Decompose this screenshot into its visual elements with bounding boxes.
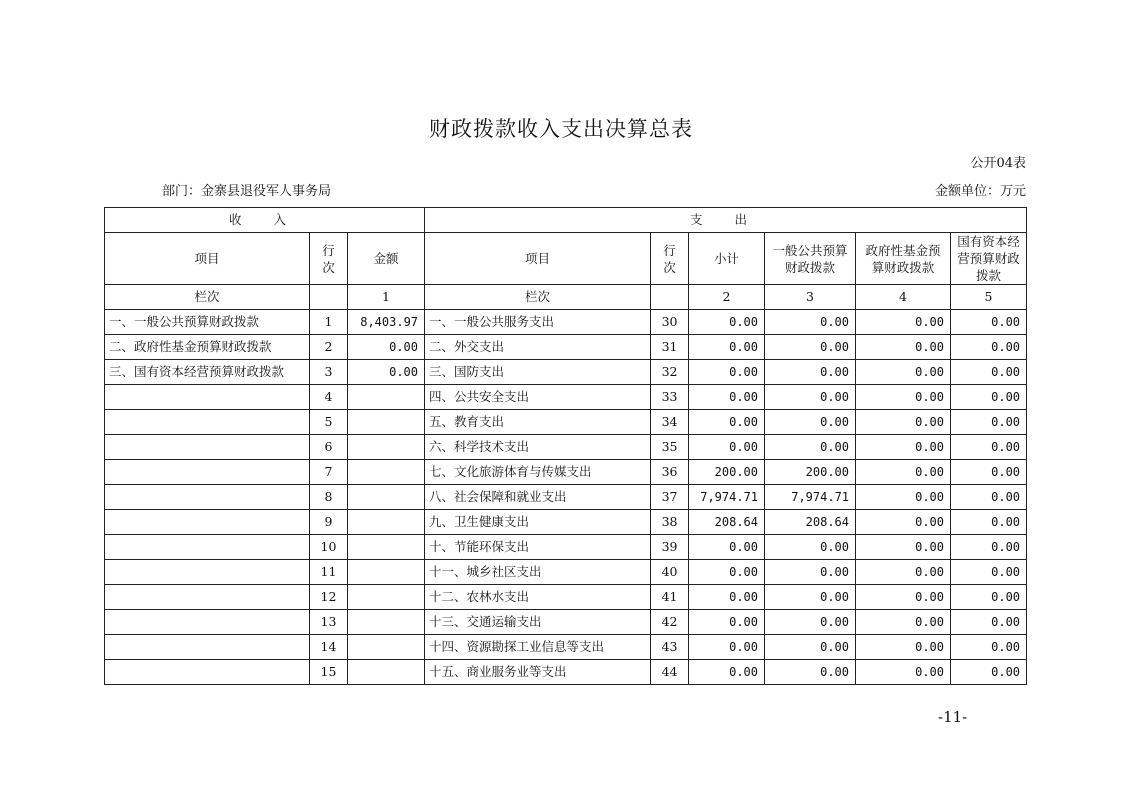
income-amount-cell: 8,403.97: [348, 310, 425, 335]
expense-item-cell: 十四、资源勘探工业信息等支出: [425, 635, 651, 660]
col-index-empty2: [651, 285, 689, 310]
general-budget-cell: 0.00: [765, 310, 856, 335]
expense-item-cell: 十、节能环保支出: [425, 535, 651, 560]
income-row-no-cell: 10: [310, 535, 348, 560]
state-capital-cell: 0.00: [951, 460, 1027, 485]
expense-row-no-cell: 36: [651, 460, 689, 485]
gov-fund-cell: 0.00: [856, 335, 951, 360]
state-capital-cell: 0.00: [951, 560, 1027, 585]
general-budget-cell: 208.64: [765, 510, 856, 535]
expense-item-cell: 十二、农林水支出: [425, 585, 651, 610]
income-item-cell: [105, 460, 310, 485]
income-row-no-cell: 4: [310, 385, 348, 410]
state-capital-cell: 0.00: [951, 435, 1027, 460]
expense-item-cell: 七、文化旅游体育与传媒支出: [425, 460, 651, 485]
col-header-item2: 项目: [425, 233, 651, 285]
income-item-cell: [105, 485, 310, 510]
income-item-cell: [105, 660, 310, 685]
income-section-header: 收 入: [105, 208, 425, 233]
general-budget-cell: 0.00: [765, 535, 856, 560]
state-capital-cell: 0.00: [951, 660, 1027, 685]
income-row-no-cell: 11: [310, 560, 348, 585]
income-amount-cell: [348, 660, 425, 685]
income-amount-cell: [348, 510, 425, 535]
income-amount-cell: [348, 435, 425, 460]
col-index-5: 5: [951, 285, 1027, 310]
col-index-label2: 栏次: [425, 285, 651, 310]
gov-fund-cell: 0.00: [856, 610, 951, 635]
state-capital-cell: 0.00: [951, 410, 1027, 435]
subtotal-cell: 0.00: [689, 535, 765, 560]
col-header-item: 项目: [105, 233, 310, 285]
expense-item-cell: 五、教育支出: [425, 410, 651, 435]
col-index-4: 4: [856, 285, 951, 310]
table-row: [105, 510, 1027, 535]
general-budget-cell: 0.00: [765, 360, 856, 385]
income-item-cell: [105, 635, 310, 660]
expense-row-no-cell: 40: [651, 560, 689, 585]
state-capital-cell: 0.00: [951, 510, 1027, 535]
income-row-no-cell: 15: [310, 660, 348, 685]
general-budget-cell: 0.00: [765, 410, 856, 435]
table-row: [105, 435, 1027, 460]
expense-row-no-cell: 38: [651, 510, 689, 535]
gov-fund-cell: 0.00: [856, 410, 951, 435]
subtotal-cell: 0.00: [689, 610, 765, 635]
table-row: [105, 560, 1027, 585]
state-capital-cell: 0.00: [951, 335, 1027, 360]
expense-item-cell: 四、公共安全支出: [425, 385, 651, 410]
expense-row-no-cell: 35: [651, 435, 689, 460]
state-capital-cell: 0.00: [951, 635, 1027, 660]
expense-row-no-cell: 41: [651, 585, 689, 610]
income-row-no-cell: 12: [310, 585, 348, 610]
gov-fund-cell: 0.00: [856, 535, 951, 560]
state-capital-cell: 0.00: [951, 610, 1027, 635]
general-budget-cell: 0.00: [765, 385, 856, 410]
income-row-no-cell: 3: [310, 360, 348, 385]
col-header-subtotal: 小计: [689, 233, 765, 285]
expense-item-cell: 九、卫生健康支出: [425, 510, 651, 535]
col-header-general: 一般公共预算财政拨款: [765, 233, 856, 285]
income-row-no-cell: 13: [310, 610, 348, 635]
subtotal-cell: 0.00: [689, 560, 765, 585]
income-amount-cell: [348, 560, 425, 585]
expense-row-no-cell: 33: [651, 385, 689, 410]
col-index-2: 2: [689, 285, 765, 310]
subtotal-cell: 0.00: [689, 335, 765, 360]
income-row-no-cell: 9: [310, 510, 348, 535]
gov-fund-cell: 0.00: [856, 385, 951, 410]
col-header-row-no2: 行 次: [651, 233, 689, 285]
expense-row-no-cell: 39: [651, 535, 689, 560]
table-row: [105, 410, 1027, 435]
subtotal-cell: 0.00: [689, 410, 765, 435]
col-header-row-no: 行 次: [310, 233, 348, 285]
column-index-row: [105, 285, 1027, 310]
state-capital-cell: 0.00: [951, 360, 1027, 385]
income-row-no-cell: 2: [310, 335, 348, 360]
col-header-state: 国有资本经营预算财政拨款: [951, 233, 1027, 285]
subtotal-cell: 0.00: [689, 635, 765, 660]
gov-fund-cell: 0.00: [856, 485, 951, 510]
income-amount-cell: [348, 410, 425, 435]
income-amount-cell: [348, 610, 425, 635]
subtotal-cell: 0.00: [689, 660, 765, 685]
income-amount-cell: 0.00: [348, 360, 425, 385]
gov-fund-cell: 0.00: [856, 310, 951, 335]
page-number: -11-: [938, 708, 968, 726]
col-header-amount: 金额: [348, 233, 425, 285]
general-budget-cell: 0.00: [765, 560, 856, 585]
unit-label: 金额单位：万元: [934, 184, 1026, 199]
general-budget-cell: 7,974.71: [765, 485, 856, 510]
income-amount-cell: [348, 385, 425, 410]
income-item-cell: [105, 410, 310, 435]
table-row: [105, 585, 1027, 610]
col-index-empty: [310, 285, 348, 310]
income-item-cell: 二、政府性基金预算财政拨款: [105, 335, 310, 360]
column-header-row: [105, 233, 1027, 285]
subtotal-cell: 7,974.71: [689, 485, 765, 510]
general-budget-cell: 200.00: [765, 460, 856, 485]
income-row-no-cell: 5: [310, 410, 348, 435]
income-row-no-cell: 14: [310, 635, 348, 660]
gov-fund-cell: 0.00: [856, 635, 951, 660]
table-row: [105, 310, 1027, 335]
income-amount-cell: [348, 535, 425, 560]
income-item-cell: [105, 385, 310, 410]
income-item-cell: [105, 435, 310, 460]
table-row: [105, 335, 1027, 360]
income-item-cell: [105, 585, 310, 610]
income-row-no-cell: 1: [310, 310, 348, 335]
general-budget-cell: 0.00: [765, 610, 856, 635]
subtotal-cell: 0.00: [689, 435, 765, 460]
state-capital-cell: 0.00: [951, 535, 1027, 560]
income-item-cell: [105, 610, 310, 635]
expense-row-no-cell: 37: [651, 485, 689, 510]
general-budget-cell: 0.00: [765, 660, 856, 685]
subtotal-cell: 0.00: [689, 310, 765, 335]
income-amount-cell: 0.00: [348, 335, 425, 360]
expense-item-cell: 十三、交通运输支出: [425, 610, 651, 635]
income-item-cell: [105, 560, 310, 585]
gov-fund-cell: 0.00: [856, 585, 951, 610]
col-index-1: 1: [348, 285, 425, 310]
state-capital-cell: 0.00: [951, 485, 1027, 510]
expense-item-cell: 一、一般公共服务支出: [425, 310, 651, 335]
expense-row-no-cell: 30: [651, 310, 689, 335]
gov-fund-cell: 0.00: [856, 660, 951, 685]
col-index-label: 栏次: [105, 285, 310, 310]
income-amount-cell: [348, 635, 425, 660]
expense-row-no-cell: 42: [651, 610, 689, 635]
general-budget-cell: 0.00: [765, 435, 856, 460]
table-row: [105, 635, 1027, 660]
expense-row-no-cell: 43: [651, 635, 689, 660]
table-row: [105, 485, 1027, 510]
department-label: 部门：金寨县退役军人事务局: [162, 184, 332, 199]
gov-fund-cell: 0.00: [856, 360, 951, 385]
table-row: [105, 385, 1027, 410]
col-header-fund: 政府性基金预算财政拨款: [856, 233, 951, 285]
income-item-cell: [105, 510, 310, 535]
section-header-row: [105, 208, 1027, 233]
subtotal-cell: 0.00: [689, 585, 765, 610]
gov-fund-cell: 0.00: [856, 460, 951, 485]
state-capital-cell: 0.00: [951, 585, 1027, 610]
table-row: [105, 535, 1027, 560]
subtotal-cell: 200.00: [689, 460, 765, 485]
expense-row-no-cell: 31: [651, 335, 689, 360]
expense-row-no-cell: 32: [651, 360, 689, 385]
form-number: 公开04表: [970, 156, 1026, 171]
table-row: [105, 610, 1027, 635]
state-capital-cell: 0.00: [951, 310, 1027, 335]
expense-item-cell: 十五、商业服务业等支出: [425, 660, 651, 685]
table-row: [105, 360, 1027, 385]
table-row: [105, 660, 1027, 685]
col-index-3: 3: [765, 285, 856, 310]
general-budget-cell: 0.00: [765, 335, 856, 360]
expense-item-cell: 八、社会保障和就业支出: [425, 485, 651, 510]
gov-fund-cell: 0.00: [856, 510, 951, 535]
settlement-table: [104, 207, 1027, 685]
general-budget-cell: 0.00: [765, 635, 856, 660]
income-row-no-cell: 7: [310, 460, 348, 485]
subtotal-cell: 0.00: [689, 385, 765, 410]
expense-item-cell: 三、国防支出: [425, 360, 651, 385]
gov-fund-cell: 0.00: [856, 560, 951, 585]
income-row-no-cell: 6: [310, 435, 348, 460]
subtotal-cell: 0.00: [689, 360, 765, 385]
income-item-cell: [105, 535, 310, 560]
expense-item-cell: 二、外交支出: [425, 335, 651, 360]
income-row-no-cell: 8: [310, 485, 348, 510]
income-amount-cell: [348, 485, 425, 510]
expense-row-no-cell: 34: [651, 410, 689, 435]
general-budget-cell: 0.00: [765, 585, 856, 610]
document-title: 财政拨款收入支出决算总表: [429, 117, 693, 141]
income-item-cell: 三、国有资本经营预算财政拨款: [105, 360, 310, 385]
gov-fund-cell: 0.00: [856, 435, 951, 460]
expense-item-cell: 十一、城乡社区支出: [425, 560, 651, 585]
income-amount-cell: [348, 460, 425, 485]
income-item-cell: 一、一般公共预算财政拨款: [105, 310, 310, 335]
table-row: [105, 460, 1027, 485]
expense-row-no-cell: 44: [651, 660, 689, 685]
state-capital-cell: 0.00: [951, 385, 1027, 410]
expense-item-cell: 六、科学技术支出: [425, 435, 651, 460]
subtotal-cell: 208.64: [689, 510, 765, 535]
income-amount-cell: [348, 585, 425, 610]
expense-section-header: 支 出: [425, 208, 1027, 233]
